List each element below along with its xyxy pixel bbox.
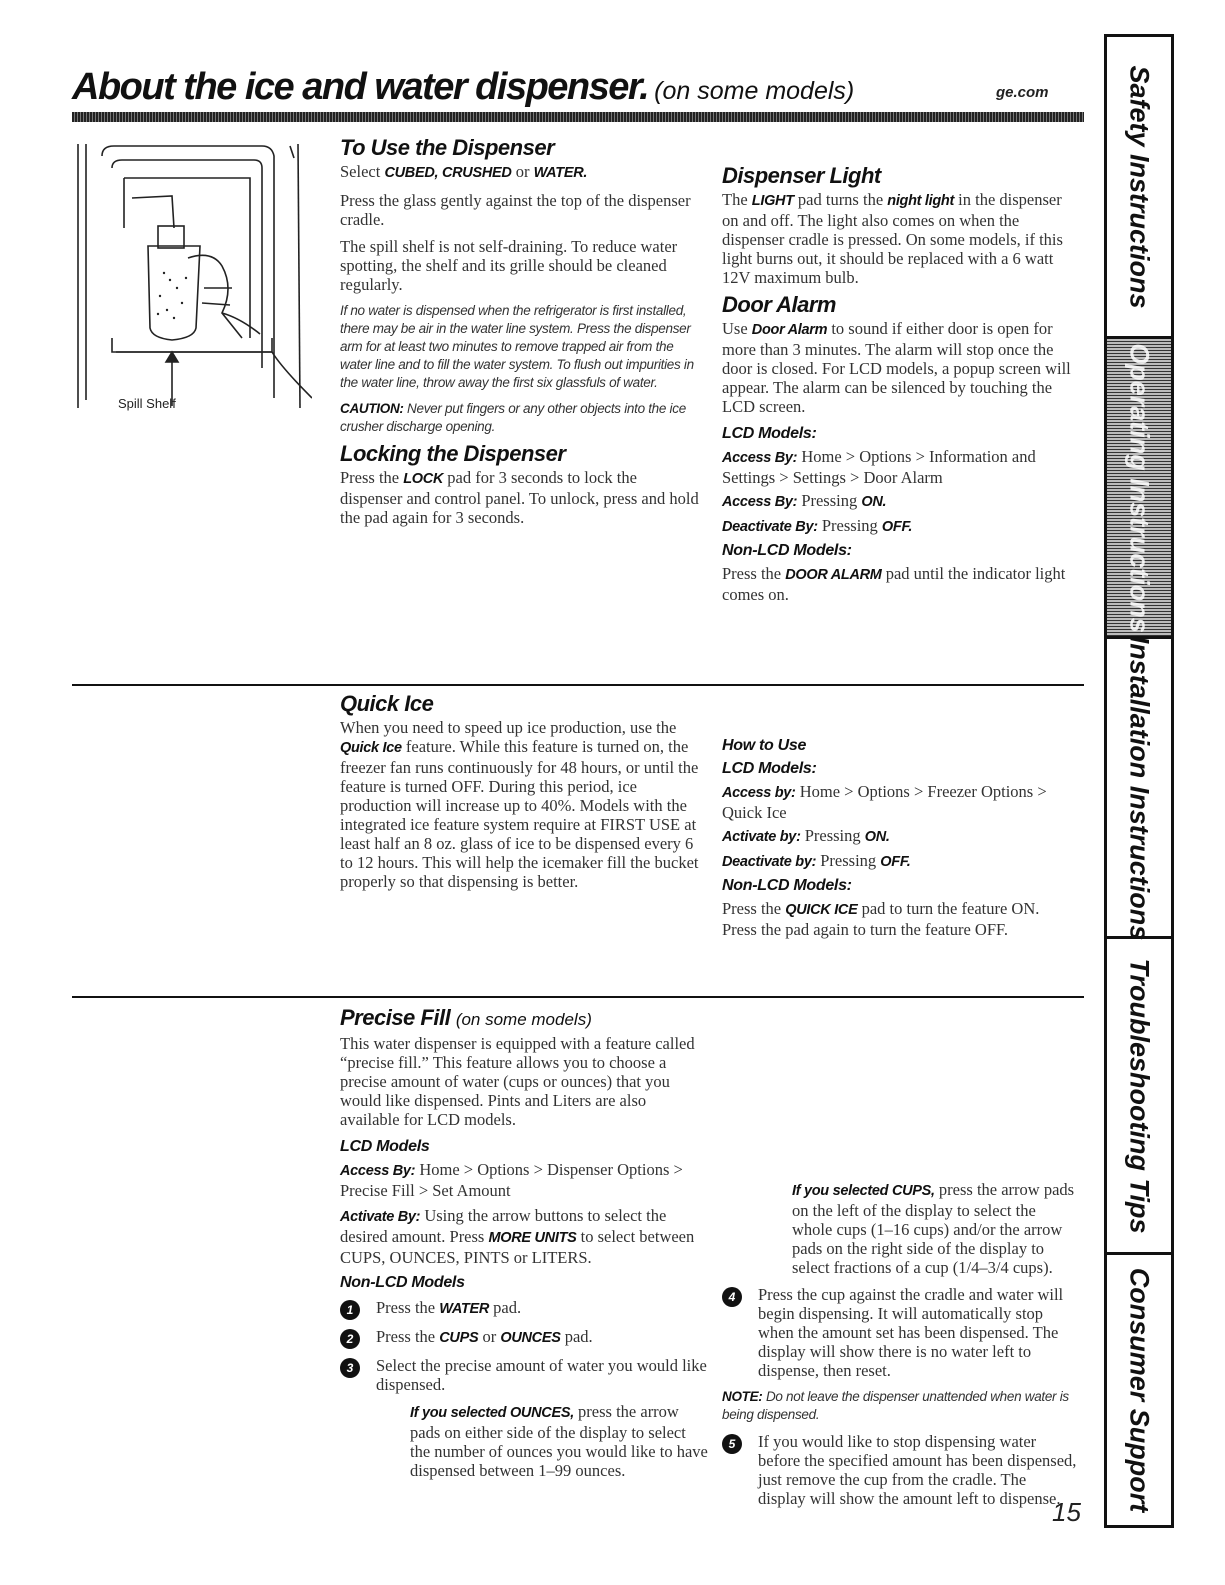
quick-ice-howto bbox=[722, 734, 1077, 947]
page-title: About the ice and water dispenser. (on some models) bbox=[72, 66, 855, 108]
section-sidebar bbox=[1104, 34, 1174, 1528]
alarm-access-on: Access By: Pressing ON. bbox=[722, 491, 887, 510]
precise-fill-section bbox=[340, 1005, 708, 1488]
alarm-deactivate: Deactivate By: Pressing OFF. bbox=[722, 516, 913, 535]
to-use-section bbox=[340, 135, 700, 535]
quick-deactivate: Deactivate by: Pressing OFF. bbox=[722, 851, 911, 870]
step-number: 5 bbox=[722, 1434, 742, 1454]
cups-instructions: If you selected CUPS, press the arrow pads on the left of the display to select the whole cups (1–16 cups) and/or the arrow pads on the right side of the display to select fractions of a cup (1/4–3/4 cups). bbox=[792, 1180, 1075, 1277]
step-number: 1 bbox=[340, 1300, 360, 1320]
section-divider bbox=[72, 684, 1084, 686]
precise-nonlcd-heading: Non-LCD Models bbox=[340, 1274, 465, 1291]
to-use-p2: Press the glass gently against the top of the dispenser cradle. bbox=[340, 191, 691, 229]
to-use-p3: The spill shelf is not self-draining. To reduce water spotting, the shelf and its grille should be cleaned regularly. bbox=[340, 237, 678, 294]
step-2: 2 Press the CUPS or OUNCES pad. bbox=[340, 1327, 708, 1348]
step-3: 3 Select the precise amount of water you would like dispensed. bbox=[340, 1356, 708, 1394]
how-to-use-heading: How to Use bbox=[722, 737, 807, 754]
step-number: 3 bbox=[340, 1358, 360, 1378]
page-subtitle: (on some models) bbox=[654, 77, 855, 105]
header-rule bbox=[72, 112, 1084, 122]
tab-operating-instructions[interactable]: Operating Instructions bbox=[1107, 339, 1171, 639]
precise-access: Access By: Home > Options > Dispenser Options > Precise Fill > Set Amount bbox=[340, 1160, 683, 1200]
to-use-p1: Select CUBED, CRUSHED or WATER. bbox=[340, 162, 588, 181]
precise-activate: Activate By: Using the arrow buttons to select the desired amount. Press MORE UNITS to select between CUPS, OUNCES, PINTS or LITERS. bbox=[340, 1206, 695, 1267]
quick-access: Access by: Home > Options > Freezer Options > Quick Ice bbox=[722, 782, 1047, 822]
light-heading: Dispenser Light bbox=[722, 163, 881, 188]
step-number: 4 bbox=[722, 1287, 742, 1307]
quick-activate: Activate by: Pressing ON. bbox=[722, 826, 890, 845]
quick-nonlcd-text: Press the QUICK ICE pad to turn the feature ON. Press the pad again to turn the feature OFF. bbox=[722, 899, 1040, 939]
caution-note: CAUTION: Never put fingers or any other objects into the ice crusher discharge opening. bbox=[340, 401, 686, 434]
tab-troubleshooting-tips[interactable]: Troubleshooting Tips bbox=[1107, 939, 1171, 1255]
alarm-access: Access By: Home > Options > Information and Settings > Settings > Door Alarm bbox=[722, 447, 1036, 487]
precise-note: NOTE: Do not leave the dispenser unattended when water is being dispensed. bbox=[722, 1389, 1069, 1422]
precise-lcd-heading: LCD Models bbox=[340, 1138, 430, 1155]
alarm-nonlcd-text: Press the DOOR ALARM pad until the indicator light comes on. bbox=[722, 564, 1066, 604]
light-text: The LIGHT pad turns the night light in the dispenser on and off. The light also comes on when the dispenser cradle is pressed. On some models, if this light burns out, it should be replaced with a 6 watt 12V maximum bulb. bbox=[722, 190, 1063, 287]
step-number: 2 bbox=[340, 1329, 360, 1349]
precise-heading: Precise Fill (on some models) bbox=[340, 1005, 592, 1030]
site-url: ge.com bbox=[996, 84, 1049, 101]
tab-safety-instructions[interactable]: Safety Instructions bbox=[1107, 37, 1171, 339]
tab-consumer-support[interactable]: Consumer Support bbox=[1124, 1267, 1155, 1513]
to-use-heading: To Use the Dispenser bbox=[340, 135, 555, 160]
quick-ice-heading: Quick Ice bbox=[340, 691, 434, 716]
section-divider bbox=[72, 996, 1084, 998]
alarm-heading: Door Alarm bbox=[722, 292, 836, 317]
locking-text: Press the LOCK pad for 3 seconds to lock the dispenser and control panel. To unlock, press and hold the pad again for 3 seconds. bbox=[340, 468, 699, 527]
locking-heading: Locking the Dispenser bbox=[340, 441, 566, 466]
to-use-note: If no water is dispensed when the refrigerator is first installed, there may be air in the water line system. Press the dispenser arm for at least two minutes to remove trapped air from the water line and to fill the water system. To flush out impurities in the water line, throw away the first six glassfuls of water. bbox=[340, 303, 694, 390]
page-number: 15 bbox=[1052, 1497, 1081, 1527]
tab-installation-instructions[interactable]: Installation Instructions bbox=[1107, 639, 1171, 939]
quick-nonlcd-heading: Non-LCD Models: bbox=[722, 877, 852, 894]
precise-intro: This water dispenser is equipped with a feature called “precise fill.” This feature allows you to choose a precise amount of water (cups or ounces) that you would like dispensed. Pints and Liters are also available for LCD models. bbox=[340, 1034, 695, 1129]
step-5: 5 If you would like to stop dispensing water before the specified amount has been dispensed, just remove the cup from the cradle. The display will show the amount left to dispense. bbox=[722, 1432, 1077, 1508]
alarm-lcd-heading: LCD Models: bbox=[722, 425, 817, 442]
light-alarm-section bbox=[722, 163, 1077, 612]
precise-fill-continued bbox=[722, 1180, 1077, 1516]
alarm-nonlcd-heading: Non-LCD Models: bbox=[722, 542, 852, 559]
quick-ice-text: When you need to speed up ice production, use the Quick Ice feature. While this feature is turned on, the freezer fan runs continuously for 48 hours, or until the feature is turned OFF. During this period, ice production will increase up to 40%. Models with the integrated ice feature system require at FIRST USE at least half an 8 oz. glass of ice to be dispensed every 6 to 12 hours. This will help the icemaker fill the bucket properly so that dispensing is better. bbox=[340, 718, 699, 891]
step-1: 1 Press the WATER pad. bbox=[340, 1298, 708, 1319]
alarm-text: Use Door Alarm to sound if either door is open for more than 3 minutes. The alarm will stop once the door is closed. For LCD models, a popup screen will appear. The alarm can be silenced by touching the LCD screen. bbox=[722, 319, 1071, 416]
quick-lcd-heading: LCD Models: bbox=[722, 760, 817, 777]
ounces-instructions: If you selected OUNCES, press the arrow pads on either side of the display to select the number of ounces you would like to have dispensed between 1–99 ounces. bbox=[410, 1402, 708, 1480]
dispenser-illustration bbox=[72, 138, 312, 428]
quick-ice-section bbox=[340, 691, 700, 899]
spill-shelf-label: Spill Shelf bbox=[118, 396, 176, 411]
step-4: 4 Press the cup against the cradle and water will begin dispensing. It will automatically stop when the amount set has been dispensed. The display will show there is no water left to dispense, then reset. bbox=[722, 1285, 1077, 1380]
